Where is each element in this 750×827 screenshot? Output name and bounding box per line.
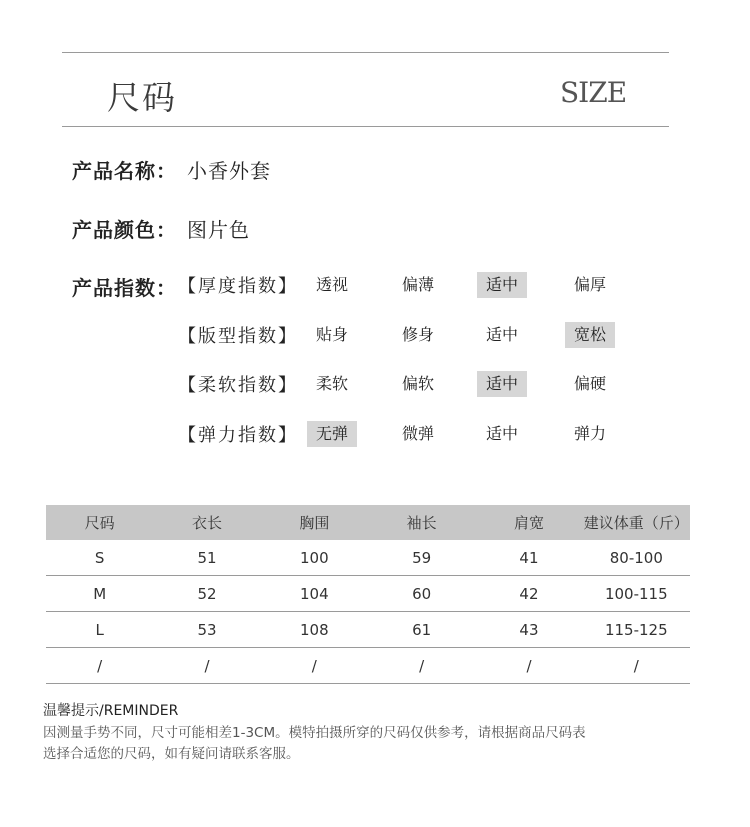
header-cell: 肩宽 [513,514,544,532]
header-cell: 袖长 [406,514,437,532]
index-option: 贴身 [315,325,348,344]
section-title-en: SIZE [560,76,627,109]
table-cell: L [95,620,104,639]
index-option: 微弹 [401,424,434,443]
index-option: 弹力 [573,424,606,443]
table-cell: / [204,656,210,675]
table-row [46,540,690,576]
table-cell: / [97,656,103,675]
table-row [46,648,690,684]
index-option-selected: 无弹 [307,421,357,447]
product-index-label: 产品指数： [72,276,177,300]
index-option: 透视 [315,275,348,294]
table-row [46,612,690,648]
section-title-cn: 尺码 [107,78,177,117]
table-cell: 80-100 [609,548,663,567]
reminder-line-1: 因测量手势不同，尺寸可能相差1-3CM。模特拍摄所穿的尺码仅供参考，请根据商品尺码表 [43,725,586,741]
size-table-body [46,540,690,684]
index-name: 【厚度指数】 [178,276,298,297]
header-divider [62,126,669,127]
table-cell: S [94,548,105,567]
product-name-value: 小香外套 [187,159,271,183]
table-cell: 43 [519,620,539,639]
table-cell: 61 [412,620,432,639]
index-name: 【柔软指数】 [178,375,298,396]
index-name: 【弹力指数】 [178,425,298,446]
table-cell: 42 [519,584,539,603]
index-option-selected: 适中 [477,371,527,397]
product-color-value: 图片色 [187,218,250,242]
table-cell: 60 [412,584,432,603]
index-option: 适中 [485,424,518,443]
table-cell: / [526,656,532,675]
table-cell: 53 [197,620,217,639]
table-cell: 115-125 [604,620,668,639]
index-option: 偏硬 [573,374,606,393]
table-cell: 59 [412,548,432,567]
product-color-label: 产品颜色： [72,218,177,242]
index-option: 修身 [401,325,434,344]
header-cell: 尺码 [84,514,115,532]
index-option: 偏软 [401,374,434,393]
table-row [46,576,690,612]
index-name: 【版型指数】 [178,326,298,347]
table-cell: 104 [300,584,329,603]
table-cell: 41 [519,548,539,567]
table-cell: / [419,656,425,675]
index-option: 柔软 [315,374,348,393]
index-option: 偏薄 [401,275,434,294]
table-cell: / [311,656,317,675]
table-cell: 100 [300,548,329,567]
size-table [46,505,690,684]
header-cell: 胸围 [299,514,330,532]
size-table-header [46,505,690,540]
product-name-label: 产品名称： [72,159,177,183]
header-cell: 建议体重（斤） [583,514,689,532]
reminder-title: 温馨提示/REMINDER [43,703,179,719]
index-option: 适中 [485,325,518,344]
table-cell: 52 [197,584,217,603]
table-cell: M [93,584,107,603]
index-option-selected: 适中 [477,272,527,298]
top-divider [62,52,669,53]
table-cell: 108 [300,620,329,639]
table-cell: / [633,656,639,675]
reminder-line-2: 选择合适您的尺码，如有疑问请联系客服。 [43,746,300,762]
table-cell: 51 [197,548,217,567]
index-option: 偏厚 [573,275,606,294]
header-cell: 衣长 [191,514,222,532]
table-cell: 100-115 [604,584,668,603]
index-option-selected: 宽松 [565,322,615,348]
